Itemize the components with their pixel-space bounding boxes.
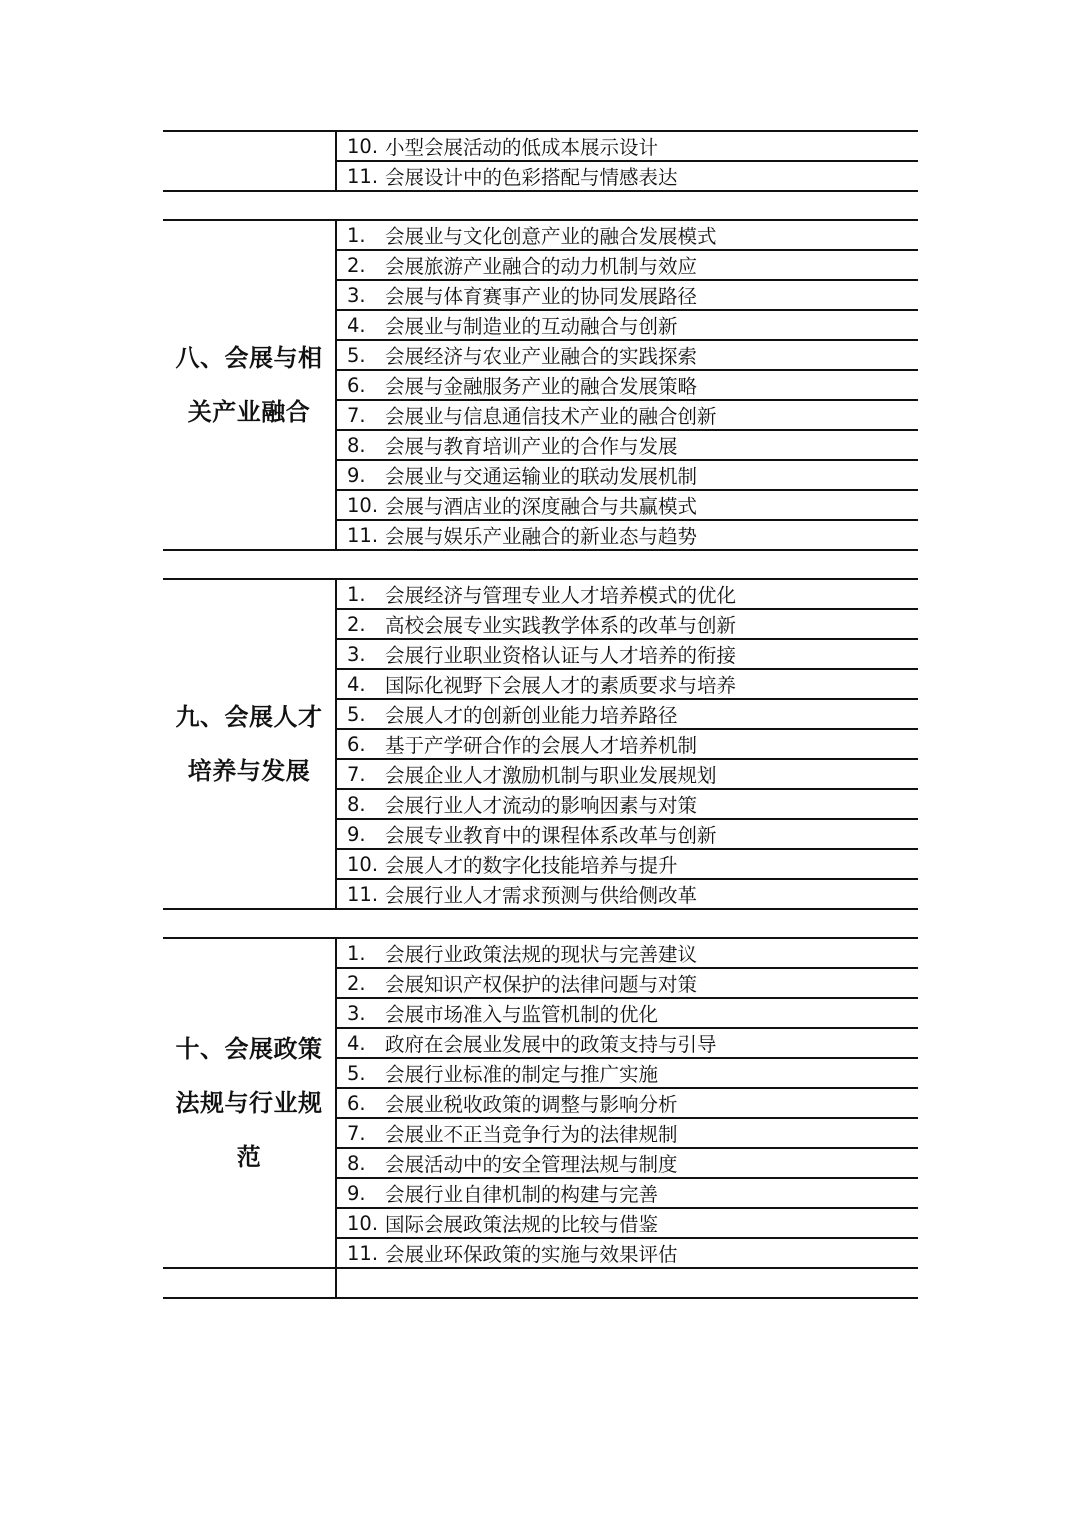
topic-number: 11. bbox=[347, 523, 379, 547]
topic-text: 会展经济与管理专业人才培养模式的优化 bbox=[385, 584, 737, 607]
topic-row bbox=[337, 1119, 918, 1149]
topic-text: 会展业不正当竞争行为的法律规制 bbox=[385, 1123, 678, 1146]
topic-row bbox=[337, 341, 918, 371]
topic-row bbox=[337, 580, 918, 610]
topic-row bbox=[337, 999, 918, 1029]
topic-row bbox=[337, 760, 918, 790]
topic-number: 10. bbox=[347, 852, 379, 876]
topic-text: 高校会展专业实践教学体系的改革与创新 bbox=[385, 614, 737, 637]
section-title: 九、会展人才 培养与发展 bbox=[175, 703, 323, 785]
topic-row bbox=[337, 311, 918, 341]
topic-number: 10. bbox=[347, 493, 379, 517]
topic-row bbox=[337, 670, 918, 700]
topic-text: 会展行业标准的制定与推广实施 bbox=[385, 1063, 659, 1086]
topic-row bbox=[337, 461, 918, 491]
topic-number: 8. bbox=[347, 792, 366, 816]
topic-row bbox=[337, 281, 918, 311]
topic-text: 政府在会展业发展中的政策支持与引导 bbox=[385, 1033, 717, 1056]
topic-number: 4. bbox=[347, 672, 366, 696]
topic-number: 1. bbox=[347, 941, 366, 965]
topic-row bbox=[337, 221, 918, 251]
topic-number: 9. bbox=[347, 463, 366, 487]
topic-text: 会展与娱乐产业融合的新业态与趋势 bbox=[385, 525, 698, 548]
column-divider bbox=[335, 1269, 337, 1297]
topic-row bbox=[337, 790, 918, 820]
section-title-cell bbox=[163, 580, 335, 908]
topic-text: 会展业与交通运输业的联动发展机制 bbox=[385, 465, 698, 488]
topic-number: 6. bbox=[347, 732, 366, 756]
section-8-block bbox=[163, 219, 918, 551]
topic-text: 会展业税收政策的调整与影响分析 bbox=[385, 1093, 678, 1116]
topic-row bbox=[337, 820, 918, 850]
topic-number: 10. bbox=[347, 1211, 379, 1235]
topic-text: 会展与体育赛事产业的协同发展路径 bbox=[385, 285, 698, 308]
topic-text: 会展企业人才激励机制与职业发展规划 bbox=[385, 764, 717, 787]
topic-number: 3. bbox=[347, 283, 366, 307]
topic-text: 会展与教育培训产业的合作与发展 bbox=[385, 435, 678, 458]
topic-text: 会展人才的数字化技能培养与提升 bbox=[385, 854, 678, 877]
topic-row bbox=[337, 1089, 918, 1119]
topic-number: 7. bbox=[347, 1121, 366, 1145]
column-divider bbox=[335, 580, 337, 908]
topic-number: 6. bbox=[347, 1091, 366, 1115]
topic-number: 5. bbox=[347, 343, 366, 367]
topic-number: 5. bbox=[347, 702, 366, 726]
topic-number: 7. bbox=[347, 403, 366, 427]
topic-text: 会展专业教育中的课程体系改革与创新 bbox=[385, 824, 717, 847]
topic-row bbox=[337, 1029, 918, 1059]
topic-number: 9. bbox=[347, 1181, 366, 1205]
document-table bbox=[163, 130, 918, 1299]
topic-number: 2. bbox=[347, 971, 366, 995]
topic-text: 会展行业人才流动的影响因素与对策 bbox=[385, 794, 698, 817]
topic-text: 会展行业自律机制的构建与完善 bbox=[385, 1183, 659, 1206]
topic-row bbox=[337, 371, 918, 401]
topic-number: 9. bbox=[347, 822, 366, 846]
topic-number: 6. bbox=[347, 373, 366, 397]
topic-row bbox=[337, 1239, 918, 1267]
topic-number: 10. bbox=[347, 134, 379, 158]
topic-text: 会展与酒店业的深度融合与共赢模式 bbox=[385, 495, 698, 518]
continuation-block bbox=[163, 130, 918, 192]
topic-number: 3. bbox=[347, 642, 366, 666]
topic-number: 11. bbox=[347, 1241, 379, 1265]
section-title-cell bbox=[163, 221, 335, 549]
topic-number: 11. bbox=[347, 164, 379, 188]
topic-row bbox=[337, 1179, 918, 1209]
topic-text: 会展业与制造业的互动融合与创新 bbox=[385, 315, 678, 338]
topic-row bbox=[337, 521, 918, 549]
topic-number: 7. bbox=[347, 762, 366, 786]
topic-text: 会展行业政策法规的现状与完善建议 bbox=[385, 943, 698, 966]
topic-text: 会展行业职业资格认证与人才培养的衔接 bbox=[385, 644, 737, 667]
topic-row bbox=[337, 431, 918, 461]
section-title: 八、会展与相 关产业融合 bbox=[175, 344, 323, 426]
topic-number: 8. bbox=[347, 1151, 366, 1175]
topic-number: 11. bbox=[347, 882, 379, 906]
topic-text: 会展人才的创新创业能力培养路径 bbox=[385, 704, 678, 727]
topic-text: 会展知识产权保护的法律问题与对策 bbox=[385, 973, 698, 996]
topic-row bbox=[337, 969, 918, 999]
topic-text: 会展活动中的安全管理法规与制度 bbox=[385, 1153, 678, 1176]
topic-row bbox=[337, 730, 918, 760]
topic-row bbox=[337, 1209, 918, 1239]
topic-row bbox=[337, 491, 918, 521]
topic-text: 会展经济与农业产业融合的实践探索 bbox=[385, 345, 698, 368]
topic-row bbox=[337, 162, 918, 190]
topic-text: 会展业与信息通信技术产业的融合创新 bbox=[385, 405, 717, 428]
topic-text: 会展业与文化创意产业的融合发展模式 bbox=[385, 225, 717, 248]
topic-number: 1. bbox=[347, 582, 366, 606]
section-title: 十、会展政策 法规与行业规 范 bbox=[175, 1035, 323, 1171]
topic-row bbox=[337, 700, 918, 730]
topic-text: 会展业环保政策的实施与效果评估 bbox=[385, 1243, 678, 1266]
column-divider bbox=[335, 939, 337, 1267]
topic-number: 1. bbox=[347, 223, 366, 247]
empty-trailing-row bbox=[163, 1267, 918, 1299]
topic-text: 国际会展政策法规的比较与借鉴 bbox=[385, 1213, 659, 1236]
topic-row bbox=[337, 251, 918, 281]
topic-row bbox=[337, 850, 918, 880]
topic-number: 2. bbox=[347, 253, 366, 277]
topic-row bbox=[337, 610, 918, 640]
topic-text: 会展设计中的色彩搭配与情感表达 bbox=[385, 166, 678, 189]
topic-number: 4. bbox=[347, 1031, 366, 1055]
topic-text: 会展与金融服务产业的融合发展策略 bbox=[385, 375, 698, 398]
topic-text: 国际化视野下会展人才的素质要求与培养 bbox=[385, 674, 737, 697]
topic-number: 5. bbox=[347, 1061, 366, 1085]
topic-row bbox=[337, 939, 918, 969]
section-9-block bbox=[163, 578, 918, 910]
topic-row bbox=[337, 880, 918, 908]
column-divider bbox=[335, 221, 337, 549]
topic-text: 会展旅游产业融合的动力机制与效应 bbox=[385, 255, 698, 278]
topic-number: 2. bbox=[347, 612, 366, 636]
topic-row bbox=[337, 401, 918, 431]
topic-text: 基于产学研合作的会展人才培养机制 bbox=[385, 734, 698, 757]
topic-row bbox=[337, 1059, 918, 1089]
column-divider bbox=[335, 132, 337, 190]
topic-text: 小型会展活动的低成本展示设计 bbox=[385, 136, 659, 159]
topic-number: 3. bbox=[347, 1001, 366, 1025]
topic-row bbox=[337, 640, 918, 670]
topic-text: 会展市场准入与监管机制的优化 bbox=[385, 1003, 659, 1026]
topic-row bbox=[337, 132, 918, 162]
section-10-block bbox=[163, 937, 918, 1267]
topic-number: 8. bbox=[347, 433, 366, 457]
topic-number: 4. bbox=[347, 313, 366, 337]
section-title-cell bbox=[163, 939, 335, 1267]
topic-row bbox=[337, 1149, 918, 1179]
topic-text: 会展行业人才需求预测与供给侧改革 bbox=[385, 884, 698, 907]
